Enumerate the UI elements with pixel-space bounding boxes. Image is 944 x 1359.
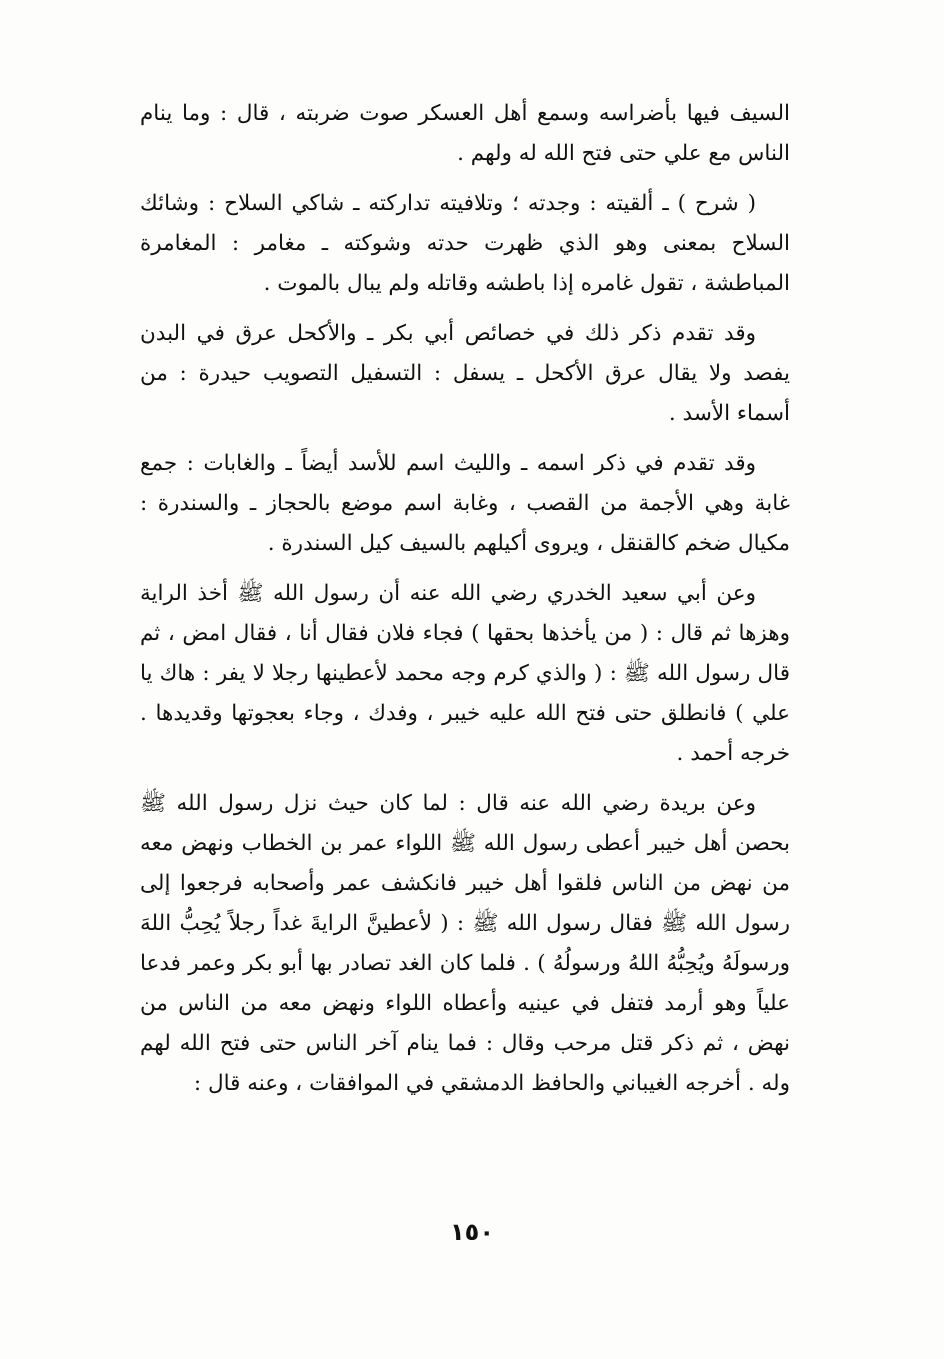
page-number: ١٥٠: [450, 1218, 494, 1246]
body-text: [140, 94, 790, 1114]
paragraph-1: السيف فيها بأضراسه وسمع أهل العسكر صوت ضربته ، قال : وما ينام الناس مع علي حتى فتح الله له ولهم .: [140, 101, 790, 166]
paragraph-5-hadith: وعن أبي سعيد الخدري رضي الله عنه أن رسول الله ﷺ أخذ الراية وهزها ثم قال : ( من يأخذها بحقها ) فجاء فلان فقال أنا ، فقال امض ، ثم قال رسول الله ﷺ : ( والذي كرم وجه محمد لأعطينها رجلا لا يفر : هاك يا علي ) فانطلق حتى فتح الله عليه خيبر ، وفدك ، وجاء بعجوتها وقديدها . خرجه أحمد .: [140, 581, 790, 766]
paragraph-4: وقد تقدم في ذكر اسمه ـ والليث اسم للأسد أيضاً ـ والغابات : جمع غابة وهي الأجمة من القصب ، وغابة اسم موضع بالحجاز ـ والسندرة : مكيال ضخم كالقنقل ، ويروى أكيلهم بالسيف كيل السندرة .: [140, 451, 790, 556]
paragraph-3: وقد تقدم ذكر ذلك في خصائص أبي بكر ـ والأكحل عرق في البدن يفصد ولا يقال عرق الأكحل ـ يسفل : التسفيل التصويب حيدرة : من أسماء الأسد .: [140, 321, 790, 426]
paragraph-6-hadith: وعن بريدة رضي الله عنه قال : لما كان حيث نزل رسول الله ﷺ بحصن أهل خيبر أعطى رسول الله ﷺ اللواء عمر بن الخطاب ونهض معه من نهض من الناس فلقوا أهل خيبر فانكشف عمر وأصحابه فرجعوا إلى رسول الله ﷺ فقال رسول الله ﷺ : ( لأعطينَّ الرايةَ غداً رجلاً يُحِبُّ اللهَ ورسولَهُ ويُحِبُّهُ اللهُ ورسولُهُ ) . فلما كان الغد تصادر بها أبو بكر وعمر فدعا علياً وهو أرمد فتفل في عينيه وأعطاه اللواء ونهض معه من الناس من نهض ، ثم ذكر قتل مرحب وقال : فما ينام آخر الناس حتى فتح الله لهم وله . أخرجه الغيباني والحافظ الدمشقي في الموافقات ، وعنه قال :: [140, 791, 790, 1096]
paragraph-2-commentary: ( شرح ) ـ ألقيته : وجدته ؛ وتلافيته تداركته ـ شاكي السلاح : وشائك السلاح بمعنى وهو الذي ظهرت حدته وشوكته ـ مغامر : المغامرة المباطشة ، تقول غامره إذا باطشه وقاتله ولم يبال بالموت .: [140, 191, 790, 296]
